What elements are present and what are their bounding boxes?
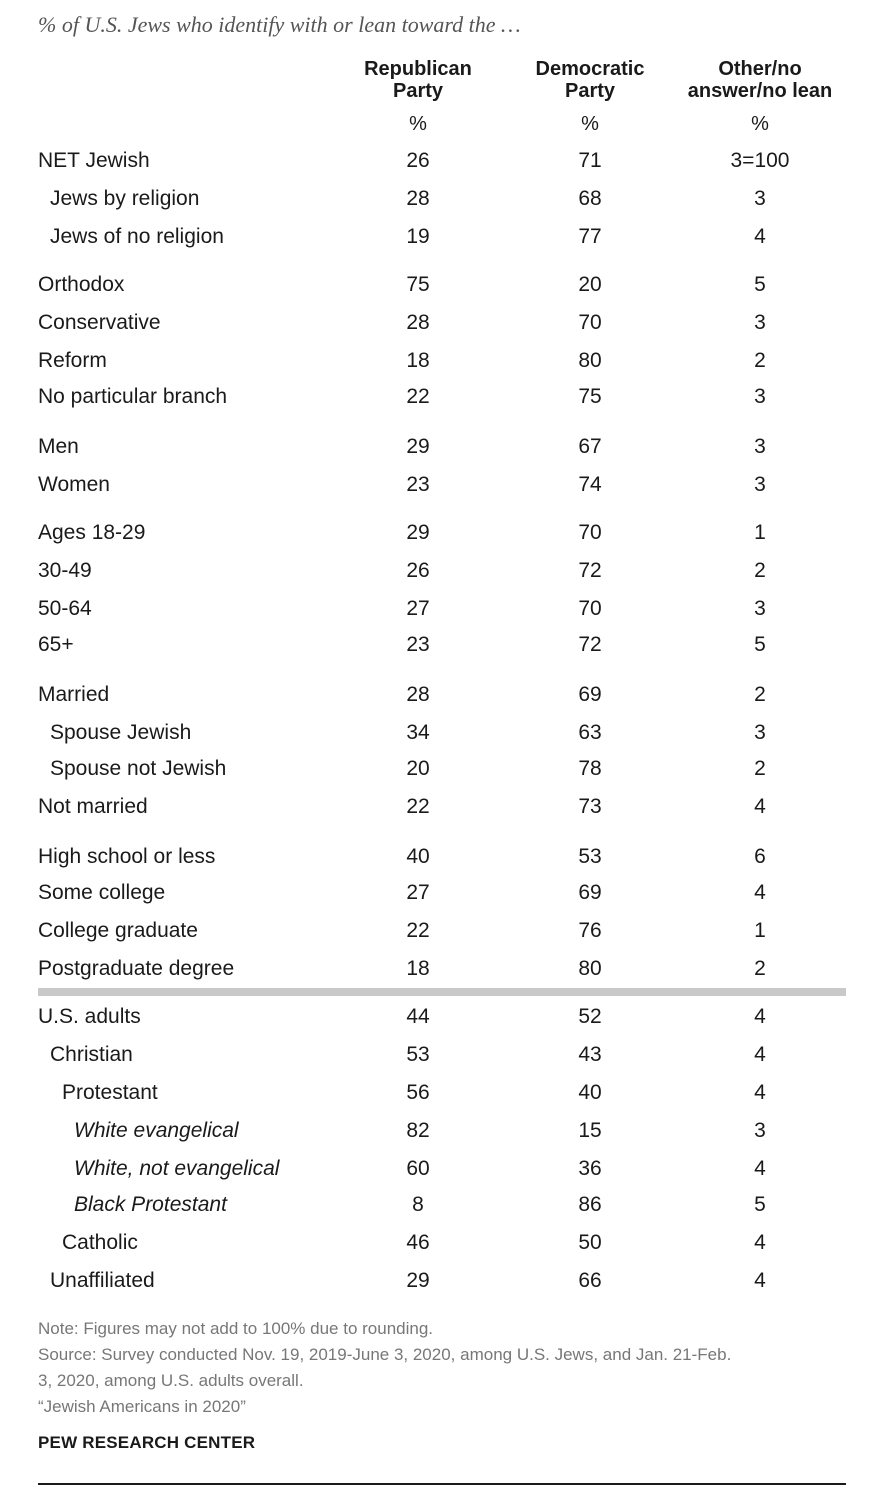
row-label: Spouse not Jewish [50,757,227,780]
republican-value: 23 [406,473,430,496]
table-row [0,222,886,252]
other-value: 5 [754,273,766,296]
republican-value: 28 [406,311,430,334]
republican-value: 22 [406,795,430,818]
row-label: Reform [38,349,107,372]
row-label: Some college [38,881,166,904]
other-value: 3 [754,1119,766,1142]
democratic-value: 76 [578,919,602,942]
other-value: 2 [754,683,766,706]
other-value: 3 [754,721,766,744]
republican-value: 23 [406,633,430,656]
democratic-value: 78 [578,757,602,780]
republican-value: 26 [406,559,430,582]
table-row [0,1228,886,1258]
republican-value: 22 [406,919,430,942]
table-row [0,754,886,784]
democratic-value: 68 [578,187,602,210]
other-value: 3 [754,311,766,334]
other-value: 2 [754,757,766,780]
democratic-value: 63 [578,721,602,744]
other-value: 3 [754,473,766,496]
column-unit-other: % [751,113,769,135]
republican-value: 29 [406,435,430,458]
republican-value: 27 [406,881,430,904]
republican-value: 28 [406,187,430,210]
table-row [0,146,886,176]
other-value: 6 [754,845,766,868]
republican-value: 75 [406,273,430,296]
other-value: 4 [754,1231,766,1254]
other-value: 3 [754,597,766,620]
section-divider [38,988,846,996]
row-label: White, not evangelical [74,1157,280,1180]
republican-value: 19 [406,225,430,248]
other-value: 5 [754,1193,766,1216]
democratic-value: 15 [578,1119,602,1142]
row-label: NET Jewish [38,149,150,172]
row-label: Orthodox [38,273,125,296]
other-value: 4 [754,1081,766,1104]
democratic-value: 66 [578,1269,602,1292]
row-label: Catholic [62,1231,138,1254]
other-value: 3=100 [730,149,790,172]
table-row [0,718,886,748]
row-label: 65+ [38,633,74,656]
row-label: Postgraduate degree [38,957,235,980]
column-header-republican [328,58,508,102]
row-label: Christian [50,1043,133,1066]
other-value: 4 [754,225,766,248]
row-label: Men [38,435,79,458]
table-row [0,594,886,624]
other-value: 2 [754,349,766,372]
republican-value: 27 [406,597,430,620]
report-title: “Jewish Americans in 2020” [38,1397,246,1416]
row-label: Married [38,683,110,706]
column-header-line: Other/no [718,58,802,80]
table-row [0,680,886,710]
column-unit-republican: % [409,113,427,135]
other-value: 4 [754,1269,766,1292]
democratic-value: 80 [578,349,602,372]
democratic-value: 69 [578,683,602,706]
democratic-value: 52 [578,1005,602,1028]
table-row [0,1002,886,1032]
row-label: Conservative [38,311,161,334]
democratic-value: 86 [578,1193,602,1216]
table-row [0,1266,886,1296]
row-label: U.S. adults [38,1005,141,1028]
other-value: 2 [754,957,766,980]
row-label: 50-64 [38,597,92,620]
republican-value: 26 [406,149,430,172]
republican-value: 53 [406,1043,430,1066]
table-row [0,184,886,214]
column-header-line: Party [564,80,616,102]
row-label: Women [38,473,110,496]
table-row [0,916,886,946]
other-value: 4 [754,1157,766,1180]
other-value: 1 [754,919,766,942]
democratic-value: 72 [578,633,602,656]
democratic-value: 72 [578,559,602,582]
democratic-value: 71 [578,149,602,172]
democratic-value: 69 [578,881,602,904]
republican-value: 29 [406,521,430,544]
row-label: Protestant [62,1081,158,1104]
table-row [0,878,886,908]
table-row [0,954,886,984]
row-label: Spouse Jewish [50,721,192,744]
democratic-value: 50 [578,1231,602,1254]
column-header-other [670,58,850,102]
republican-value: 29 [406,1269,430,1292]
democratic-value: 20 [578,273,602,296]
table-row [0,518,886,548]
note-text: Note: Figures may not add to 100% due to rounding. [38,1319,434,1338]
row-label: 30-49 [38,559,92,582]
democratic-value: 40 [578,1081,602,1104]
republican-value: 82 [406,1119,430,1142]
democratic-value: 73 [578,795,602,818]
table-row [0,842,886,872]
democratic-value: 77 [578,225,602,248]
source-text: Source: Survey conducted Nov. 19, 2019-June 3, 2020, among U.S. Jews, and Jan. 21-Feb. [38,1345,732,1364]
other-value: 4 [754,881,766,904]
table-row [0,1190,886,1220]
other-value: 2 [754,559,766,582]
column-header-line: Republican [364,58,472,80]
republican-value: 18 [406,957,430,980]
table-row [0,308,886,338]
table-row [0,1116,886,1146]
row-label: No particular branch [38,385,228,408]
republican-value: 22 [406,385,430,408]
row-label: White evangelical [74,1119,239,1142]
republican-value: 20 [406,757,430,780]
republican-value: 44 [406,1005,430,1028]
democratic-value: 70 [578,521,602,544]
row-label: High school or less [38,845,216,868]
democratic-value: 80 [578,957,602,980]
column-header-line: Party [392,80,444,102]
republican-value: 56 [406,1081,430,1104]
republican-value: 18 [406,349,430,372]
row-label: Jews by religion [50,187,200,210]
democratic-value: 70 [578,311,602,334]
row-label: Ages 18-29 [38,521,146,544]
republican-value: 8 [412,1193,424,1216]
table-row [0,432,886,462]
bottom-rule [38,1483,846,1485]
republican-value: 34 [406,721,430,744]
democratic-value: 36 [578,1157,602,1180]
table-row [0,556,886,586]
row-label: Jews of no religion [50,225,224,248]
other-value: 3 [754,187,766,210]
row-label: Black Protestant [74,1193,227,1216]
row-label: College graduate [38,919,198,942]
table-row [0,270,886,300]
other-value: 3 [754,385,766,408]
other-value: 5 [754,633,766,656]
other-value: 4 [754,1005,766,1028]
democratic-value: 67 [578,435,602,458]
row-label: Unaffiliated [50,1269,155,1292]
other-value: 3 [754,435,766,458]
republican-value: 40 [406,845,430,868]
republican-value: 28 [406,683,430,706]
democratic-value: 53 [578,845,602,868]
democratic-value: 74 [578,473,602,496]
other-value: 4 [754,1043,766,1066]
table-row [0,470,886,500]
table-row [0,792,886,822]
table-row [0,1154,886,1184]
table-row [0,1078,886,1108]
column-unit-democratic: % [581,113,599,135]
democratic-value: 75 [578,385,602,408]
republican-value: 46 [406,1231,430,1254]
table-row [0,1040,886,1070]
brand-logo-text: PEW RESEARCH CENTER [38,1433,256,1452]
column-header-line: answer/no lean [687,80,833,102]
row-label: Not married [38,795,148,818]
column-header-line: Democratic [535,58,645,80]
table-row [0,630,886,660]
column-header-democratic [500,58,680,102]
democratic-value: 43 [578,1043,602,1066]
table-row [0,346,886,376]
source-text-continued: 3, 2020, among U.S. adults overall. [38,1371,304,1390]
other-value: 4 [754,795,766,818]
table-row [0,382,886,412]
democratic-value: 70 [578,597,602,620]
other-value: 1 [754,521,766,544]
chart-title: % of U.S. Jews who identify with or lean toward the … [38,12,521,37]
republican-value: 60 [406,1157,430,1180]
